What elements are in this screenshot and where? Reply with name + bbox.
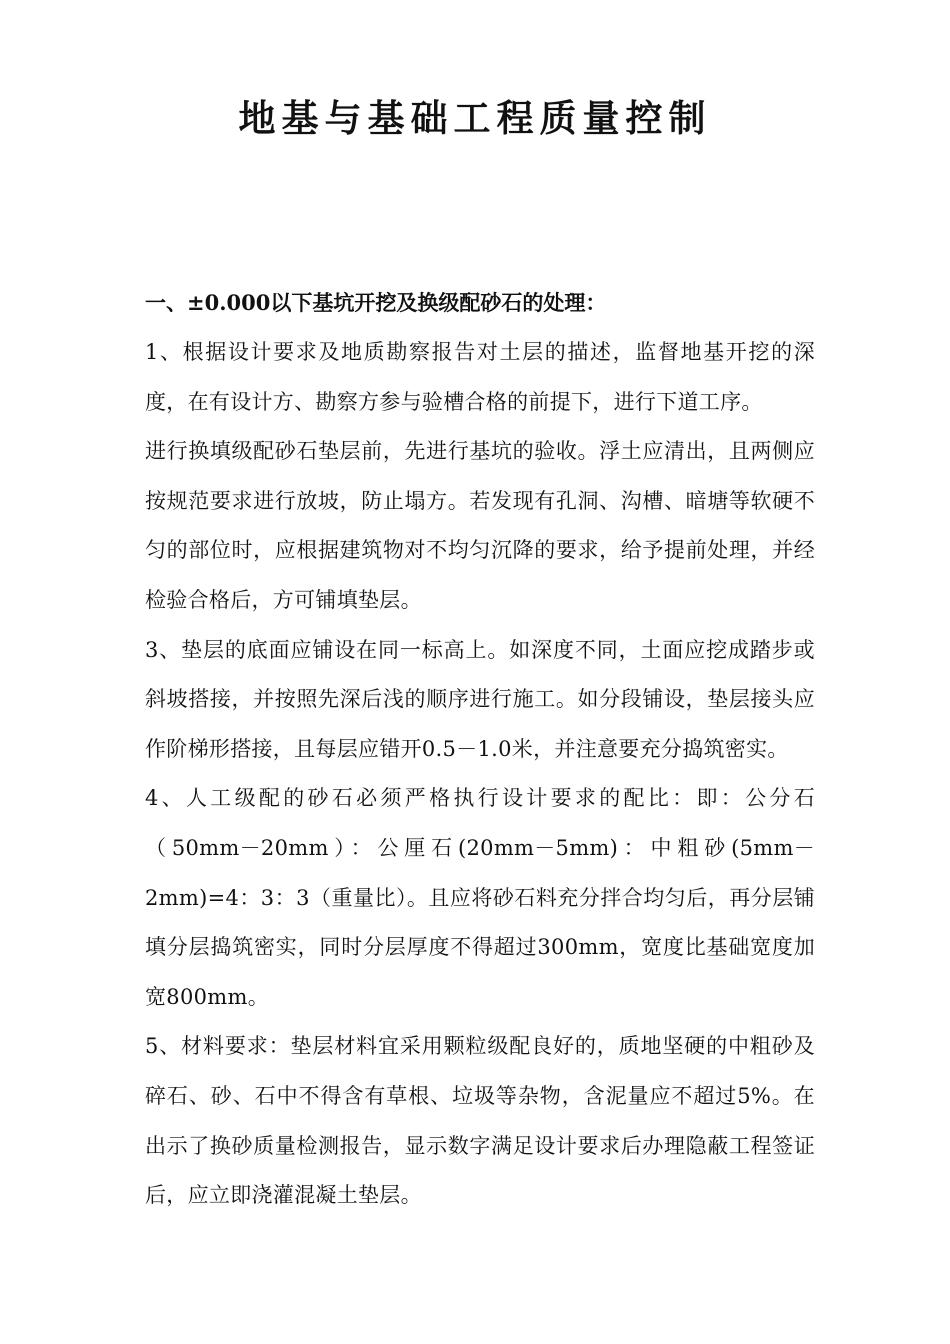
- paragraph-3: 3、垫层的底面应铺设在同一标高上。如深度不同，土面应挖成踏步或斜坡搭接，并按照先深后浅的顺序进行施工。如分段铺设，垫层接头应作阶梯形搭接，且每层应错开0.5－1.0米，并注意要充分捣筑密实。: [145, 637, 815, 761]
- section-heading: 一、±0.000以下基坑开挖及换级配砂石的处理：: [145, 290, 607, 315]
- document-body: [145, 278, 815, 1221]
- paragraph-5: 5、材料要求：垫层材料宜采用颗粒级配良好的，质地坚硬的中粗砂及碎石、砂、石中不得含有草根、垃圾等杂物，含泥量应不超过5%。在出示了换砂质量检测报告，显示数字满足设计要求后办理隐蔽工程签证后，应立即浇灌混凝土垫层。: [145, 1034, 815, 1208]
- document-title: 地基与基础工程质量控制: [238, 96, 712, 140]
- paragraph-4: 4、人工级配的砂石必须严格执行设计要求的配比：即：公分石（50mm－20mm）：公厘石(20mm－5mm)：中粗砂(5mm－2mm)=4：3：3（重量比）。且应将砂石料充分拌合均匀后，再分层铺填分层捣筑密实，同时分层厚度不得超过300mm，宽度比基础宽度加宽800mm。: [145, 786, 815, 1009]
- paragraph-1: 1、根据设计要求及地质勘察报告对土层的描述，监督地基开挖的深度，在有设计方、勘察方参与验槽合格的前提下，进行下道工序。: [145, 340, 815, 414]
- paragraph-2: 进行换填级配砂石垫层前，先进行基坑的验收。浮土应清出，且两侧应按规范要求进行放坡，防止塌方。若发现有孔洞、沟槽、暗塘等软硬不匀的部位时，应根据建筑物对不均匀沉降的要求，给予提前处理，并经检验合格后，方可铺填垫层。: [145, 439, 815, 612]
